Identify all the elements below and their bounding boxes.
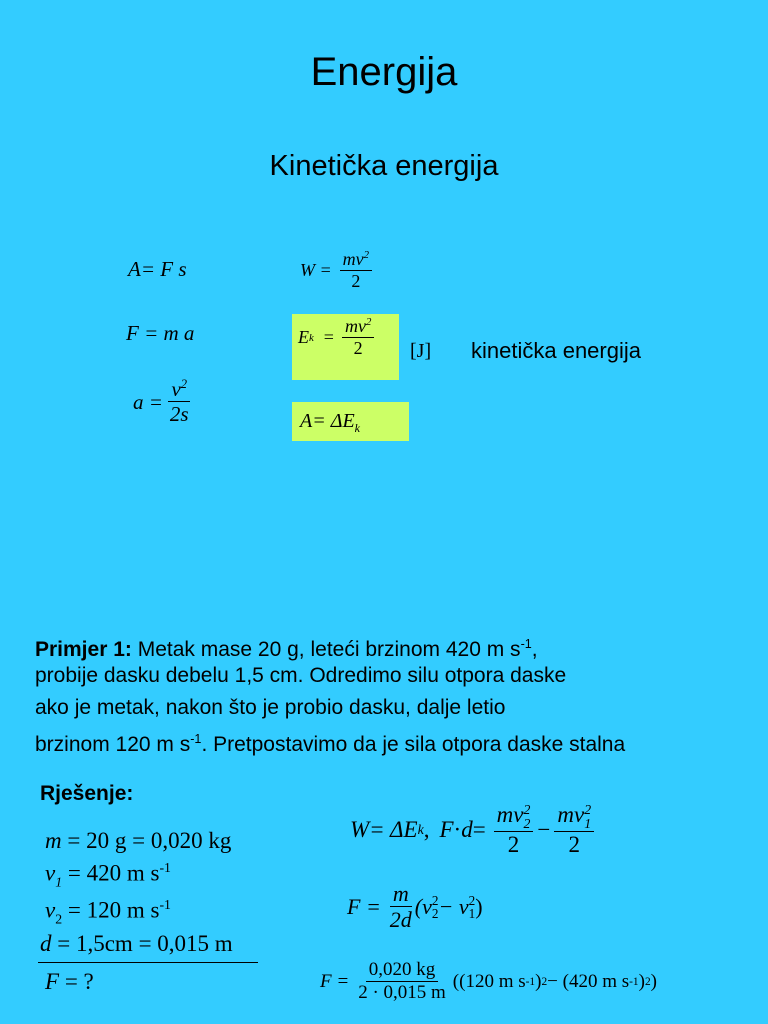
unknown-symbol: F [45, 969, 60, 994]
ek-numerator-exponent: 2 [365, 316, 372, 328]
eq3-b-exp: 2 [541, 975, 548, 988]
w-numerator-exponent: 2 [363, 249, 370, 261]
formula-force: F = m a [126, 321, 195, 345]
equation-force-numeric [320, 960, 657, 1004]
ek-symbol: E [298, 327, 309, 348]
fraction-ek [342, 317, 374, 358]
eq1-delta: = ΔE [369, 816, 418, 842]
fraction-a [167, 378, 192, 426]
eq2-s2: 2 [431, 893, 439, 909]
formula-work: A= F s [128, 257, 187, 281]
eq3-part-e: ) [650, 970, 657, 992]
eq2-open: (v [414, 894, 432, 920]
ek-numerator: mv [344, 316, 366, 336]
eq1-d: d [461, 816, 473, 842]
eq1-n1: mv [496, 802, 524, 827]
eq1-w: W [350, 816, 370, 842]
v2-subscript: 2 [55, 911, 63, 927]
eq2-i1: 1 [468, 906, 476, 922]
v2-symbol: v [45, 897, 56, 923]
w-numerator: mv [342, 249, 364, 269]
problem-line-1-end: , [531, 638, 538, 661]
eq1-n1-sub: 2 [523, 815, 531, 831]
problem-label: Primjer 1: [35, 638, 132, 661]
ek-equals: = [323, 327, 334, 348]
problem-line-4-exponent: -1 [190, 732, 202, 746]
problem-line-4-end: . Pretpostavimo da je sila otpora daske stalna [201, 733, 626, 756]
thickness-symbol: d [40, 931, 52, 956]
thickness-value: = 1,5cm = 0,015 m [51, 931, 233, 956]
eq1-n2-sup: 2 [584, 801, 592, 817]
eq1-n2-sub: 1 [584, 815, 592, 831]
section-subtitle: Kinetička energija [269, 150, 499, 182]
eq1-dot: · [453, 816, 462, 842]
formula-a-lhs: a = [133, 389, 163, 414]
a-delta-subscript: k [354, 421, 360, 435]
eq3-lhs: F = [320, 970, 350, 992]
v1-value: = 420 m s [62, 860, 160, 886]
eq3-part-c: − (420 m s [547, 970, 630, 992]
formula-acceleration [133, 378, 192, 426]
eq1-n2: mv [557, 802, 585, 827]
kinetic-energy-label: kinetička energija [471, 338, 641, 363]
eq1-n1-sup: 2 [523, 801, 531, 817]
fraction-w [340, 250, 372, 291]
eq2-minus: − v [438, 894, 469, 920]
ek-subscript: k [309, 331, 314, 344]
v2-exponent: -1 [159, 897, 171, 912]
eq2-i2: 2 [431, 906, 439, 922]
a-numerator-exponent: 2 [180, 377, 188, 391]
given-v1 [45, 860, 171, 890]
a-delta-text: A= ΔE [300, 410, 355, 432]
eq1-den-2: 2 [568, 831, 580, 857]
eq1-fraction-1 [494, 802, 534, 858]
eq2-lhs: F = [347, 894, 381, 920]
eq1-equals: = [472, 816, 486, 842]
ek-denominator: 2 [353, 337, 363, 358]
problem-line-3: ako je metak, nakon što je probio dasku, dalje letio [35, 696, 506, 719]
w-denominator: 2 [351, 270, 361, 291]
eq2-close: ) [475, 894, 483, 920]
problem-line-4 [35, 722, 625, 762]
eq1-minus: − [537, 816, 551, 842]
eq3-part-b: ) [535, 970, 542, 992]
unit-joule: [J] [410, 340, 432, 362]
eq2-denominator: 2d [389, 907, 412, 933]
formula-work-energy [300, 410, 360, 436]
w-lhs: W = [300, 260, 332, 281]
eq3-numerator: 0,020 kg [366, 960, 439, 982]
eq3-part-d: ) [638, 970, 645, 992]
mass-symbol: m [45, 828, 62, 853]
unknown-value: = ? [59, 969, 94, 994]
given-thickness [40, 931, 233, 957]
v1-exponent: -1 [159, 860, 171, 875]
eq1-den-1: 2 [507, 831, 520, 857]
page-title: Energija [310, 50, 458, 94]
eq3-part-a: ((120 m s [452, 970, 526, 992]
v1-symbol: v [45, 860, 56, 886]
eq2-numerator: m [390, 882, 412, 907]
given-divider [38, 962, 258, 963]
unknown-force [45, 969, 94, 995]
mass-value: = 20 g = 0,020 kg [61, 828, 232, 853]
eq1-f: F [439, 816, 454, 842]
problem-line-4-text: brzinom 120 m s [35, 733, 191, 756]
eq1-k: k [417, 821, 424, 837]
problem-line-1-text: Metak mase 20 g, leteći brzinom 420 m s [131, 638, 521, 661]
eq2-s1: 2 [468, 893, 476, 909]
eq3-c-exp: -1 [629, 975, 639, 988]
a-numerator: v [171, 377, 181, 401]
problem-line-2: probije dasku debelu 1,5 cm. Odredimo silu otpora daske [35, 664, 567, 687]
eq3-d-exp: 2 [644, 975, 651, 988]
given-mass [45, 828, 231, 854]
formula-w [300, 250, 372, 291]
equation-work-energy [350, 802, 594, 858]
eq3-denominator: 2 · 0,015 m [358, 981, 446, 1003]
eq1-fraction-2 [554, 802, 594, 858]
solution-heading: Rješenje: [40, 782, 134, 805]
v2-value: = 120 m s [62, 897, 160, 923]
given-v2 [45, 897, 171, 927]
v1-subscript: 1 [55, 874, 63, 890]
eq1-comma: , [423, 816, 430, 842]
problem-line-1-exponent: -1 [520, 637, 532, 651]
eq2-fraction [387, 882, 415, 932]
eq3-fraction [355, 960, 449, 1004]
eq3-a-exp: -1 [525, 975, 536, 988]
a-denominator: 2s [169, 402, 189, 427]
equation-force [347, 882, 483, 932]
formula-kinetic-energy [298, 317, 374, 358]
